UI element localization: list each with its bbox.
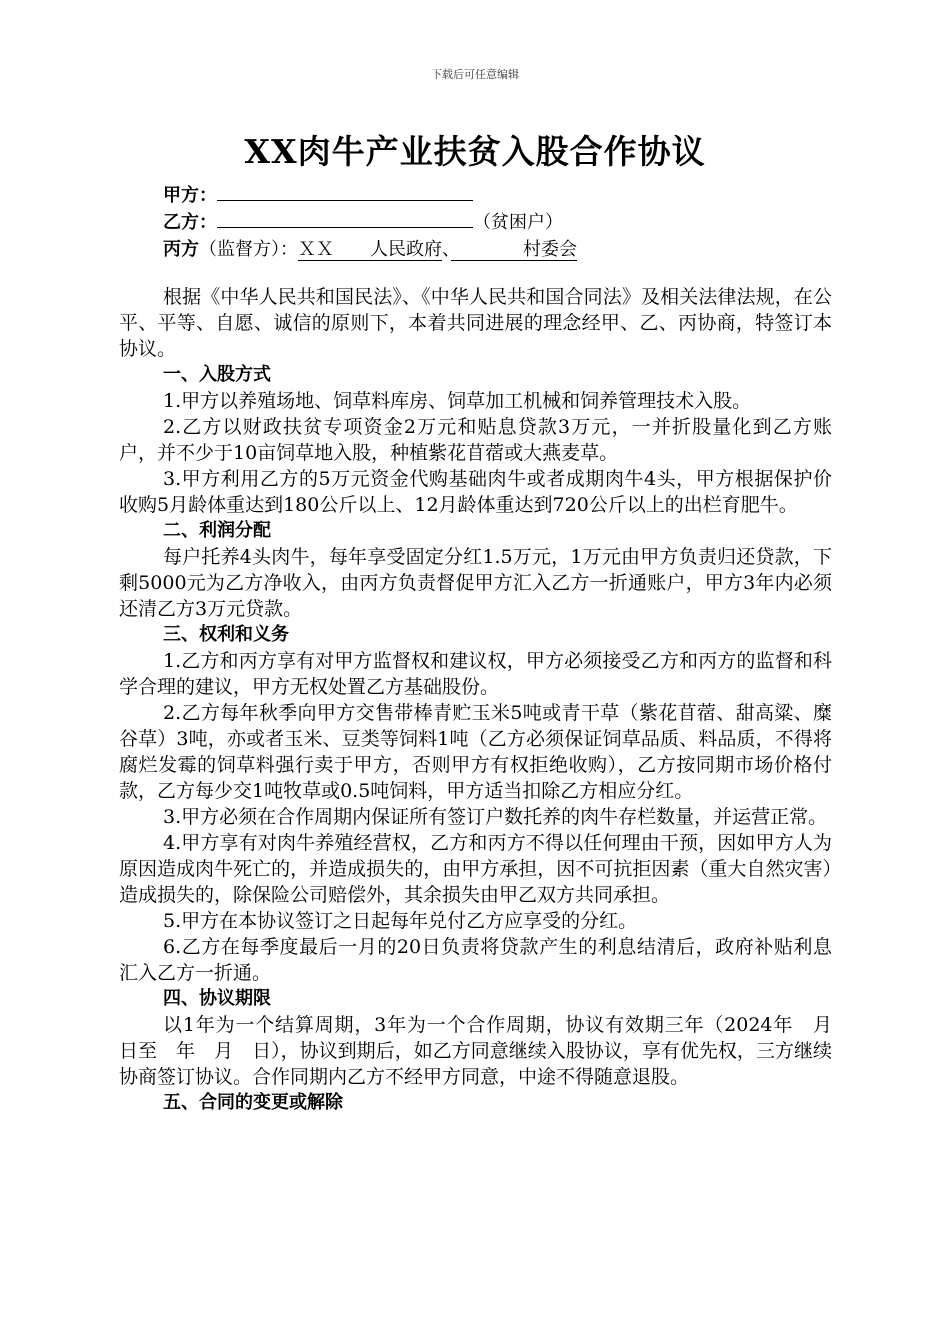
document-title: XX肉牛产业扶贫入股合作协议	[244, 132, 706, 171]
agreement-body	[119, 284, 852, 1116]
section-heading: 三、权利和义务	[163, 624, 289, 645]
party-yi-suffix: （贫困户）	[473, 212, 563, 233]
body-paragraph: 2.乙方以财政扶贫专项资金2万元和贴息贷款3万元，一并折股量化到乙方账户，并不少于10亩饲草地入股，种植紫花苜蓿或大燕麦草。	[119, 416, 832, 464]
party-jia-line	[163, 182, 863, 209]
section-heading: 五、合同的变更或解除	[163, 1092, 343, 1113]
party-yi-label: 乙方：	[163, 212, 217, 233]
body-paragraph: 3.甲方必须在合作周期内保证所有签订户数托养的肉牛存栏数量，并运营正常。	[163, 806, 828, 828]
section-heading: 一、入股方式	[163, 364, 271, 385]
body-paragraph: 1.乙方和丙方享有对甲方监督权和建议权，甲方必须接受乙方和丙方的监督和科学合理的建议，甲方无权处置乙方基础股份。	[119, 650, 832, 698]
party-bing-separator: 、	[442, 239, 451, 260]
section-heading: 四、协议期限	[163, 988, 271, 1009]
party-bing-government: ＸＸ 人民政府	[298, 239, 442, 260]
body-paragraph: 5.甲方在本协议签订之日起每年兑付乙方应享受的分红。	[163, 910, 638, 932]
party-jia-label: 甲方：	[163, 185, 217, 206]
body-paragraph: 1.甲方以养殖场地、饲草料库房、饲草加工机械和饲养管理技术入股。	[163, 390, 752, 412]
body-paragraph: 根据《中华人民共和国民法》、《中华人民共和国合同法》及相关法律法规，在公平、平等、自愿、诚信的原则下，本着共同进展的理念经甲、乙、丙协商，特签订本协议。	[119, 286, 832, 360]
section-heading: 二、利润分配	[163, 520, 271, 541]
party-yi-line	[163, 209, 863, 236]
party-block	[163, 182, 863, 263]
party-bing-role: （监督方）：	[199, 239, 298, 260]
header-note: 下载后可任意编辑	[431, 68, 519, 81]
body-paragraph: 4.甲方享有对肉牛养殖经营权，乙方和丙方不得以任何理由干预，因如甲方人为原因造成肉牛死亡的，并造成损失的，由甲方承担，因不可抗拒因素（重大自然灾害）造成损失的，除保险公司赔偿外，其余损失由甲乙双方共同承担。	[119, 832, 832, 906]
party-yi-blank	[217, 210, 473, 228]
body-paragraph: 6.乙方在每季度最后一月的20日负责将贷款产生的利息结清后，政府补贴利息汇入乙方一折通。	[119, 936, 832, 984]
party-jia-blank	[217, 183, 473, 201]
body-paragraph: 每户托养4头肉牛，每年享受固定分红1.5万元，1万元由甲方负责归还贷款，下剩5000元为乙方净收入，由丙方负责督促甲方汇入乙方一折通账户，甲方3年内必须还清乙方3万元贷款。	[119, 546, 832, 620]
party-bing-label: 丙方	[163, 239, 199, 260]
party-bing-line	[163, 236, 863, 263]
party-bing-village: 村委会	[451, 239, 577, 260]
body-paragraph: 2.乙方每年秋季向甲方交售带棒青贮玉米5吨或青干草（紫花苜蓿、甜高粱、糜谷草）3吨，亦或者玉米、豆类等饲料1吨（乙方必须保证饲草品质、料品质，不得将腐烂发霉的饲草料强行卖于甲方，否则甲方有权拒绝收购），乙方按同期市场价格付款，乙方每少交1吨牧草或0.5吨饲料，甲方适当扣除乙方相应分红。	[119, 702, 832, 802]
body-paragraph: 3.甲方利用乙方的5万元资金代购基础肉牛或者成期肉牛4头，甲方根据保护价收购5月龄体重达到180公斤以上、12月龄体重达到720公斤以上的出栏育肥牛。	[119, 468, 832, 516]
body-paragraph: 以1年为一个结算周期，3年为一个合作周期，协议有效期三年（2024年 月 日至 年 月 日），协议到期后，如乙方同意继续入股协议，享有优先权，三方继续协商签订协议。合作同期内乙方不经甲方同意，中途不得随意退股。	[119, 1014, 852, 1088]
